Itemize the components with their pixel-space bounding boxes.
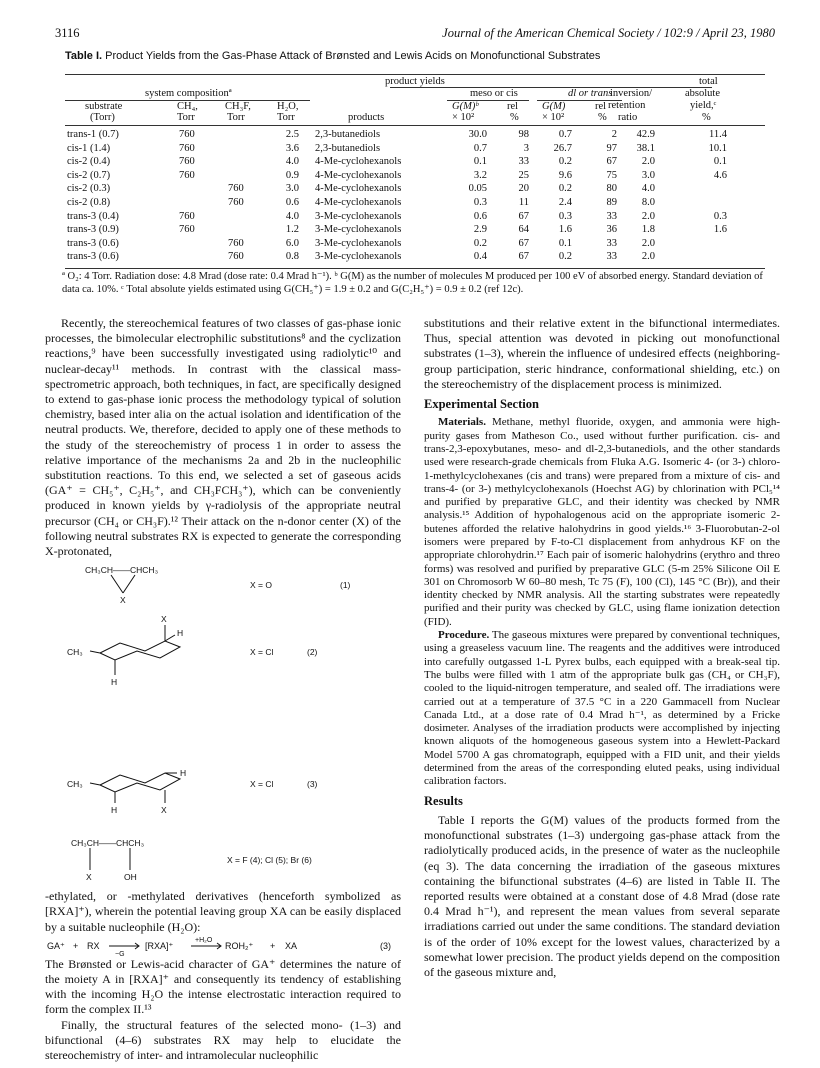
cell-ch4: 760 xyxy=(179,224,195,236)
intro-paragraph-5: substitutions and their relative extent in the bifunctional intermediates. Thus, special attention was devoted in picking out monofunctional substrates (1–3), wherein the influence of undesired effects (neighboring-group participation, steric hindrance, conformational shielding, etc.) on the stereochemistry of the displacement process is minimized. xyxy=(424,316,780,391)
cell-ch3f: 760 xyxy=(228,251,244,263)
cell-substrate: cis-2 (0.3) xyxy=(67,183,111,195)
cell-ratio: 2.0 xyxy=(641,237,655,249)
cell-ratio: 1.8 xyxy=(641,224,655,236)
table-title: Product Yields from the Gas-Phase Attack of Brønsted and Lewis Acids on Monofunctional Substrates xyxy=(102,50,601,62)
results-heading: Results xyxy=(424,793,463,808)
cell-substrate: trans-3 (0.9) xyxy=(67,224,119,236)
header-pct-meso: % xyxy=(510,112,519,123)
header-pct-dl: % xyxy=(598,112,607,123)
header-inversion-2: retention xyxy=(608,100,646,111)
cell-g1: 0.7 xyxy=(473,142,487,154)
cell-r1: 3 xyxy=(523,142,529,154)
cell-h2o: 4.0 xyxy=(285,156,299,168)
header-substrate-unit: (Torr) xyxy=(90,112,115,123)
cell-r2: 33 xyxy=(606,237,617,249)
right-column xyxy=(424,316,780,980)
s2-num: (2) xyxy=(307,647,318,658)
table-label: Table I. xyxy=(65,50,103,62)
cell-ratio: 2.0 xyxy=(641,210,655,222)
s1-x: X xyxy=(120,595,126,606)
cell-g1: 0.4 xyxy=(473,251,487,263)
header-ch3f-torr: Torr xyxy=(227,112,245,123)
cell-ch4: 760 xyxy=(179,142,195,154)
journal-citation: Journal of the American Chemical Society / 102:9 / April 23, 1980 xyxy=(442,26,775,40)
cell-total: 0.3 xyxy=(713,210,727,222)
cell-total: 10.1 xyxy=(708,142,727,154)
s2-cond: X = Cl xyxy=(250,647,274,658)
cell-g2: 0.2 xyxy=(558,183,572,195)
intro-paragraph-3: The Brønsted or Lewis-acid character of GA⁺ determines the nature of the moiety A in [RXA]⁺ and consequently its tendency of establishing with the incoming H₂O the intense electrostatic interaction required to form the complex II.¹³ xyxy=(45,956,401,1017)
s3-num: (3) xyxy=(307,779,318,790)
s4-oh: OH xyxy=(124,872,137,883)
cell-products: 3-Me-cyclohexanols xyxy=(315,251,402,263)
cell-r1: 67 xyxy=(518,210,529,222)
cell-g2: 0.3 xyxy=(558,210,572,222)
header-ch3f: CH₃F, xyxy=(225,101,251,112)
table-footnote: ª O₂: 4 Torr. Radiation dose: 4.8 Mrad (dose rate: 0.4 Mrad h⁻¹). ᵇ G(M) as the number of molecules M produced per 100 eV of absorbed energy. Standard deviation of data ca. 10%. ᶜ Total absolute yields estimated using G(CH₅⁺) = 1.9 ± 0.2 and G(C₂H₅⁺) = 0.9 ± 0.2 (ref 12c). xyxy=(62,271,763,295)
procedure-run-in: Procedure. xyxy=(438,629,490,642)
header-inversion-3: ratio xyxy=(618,112,638,123)
cell-ratio: 38.1 xyxy=(636,142,655,154)
header-h2o-torr: Torr xyxy=(277,112,295,123)
cell-h2o: 2.5 xyxy=(285,129,299,140)
eq-ga: GA⁺ xyxy=(47,940,65,951)
header-system-composition: system compositionª xyxy=(145,88,232,99)
cell-g1: 2.9 xyxy=(473,224,487,236)
cell-r2: 80 xyxy=(606,183,617,195)
header-g-dl: G(M) xyxy=(542,101,566,112)
cell-g2: 0.1 xyxy=(558,237,572,249)
cell-h2o: 0.6 xyxy=(285,197,299,208)
cell-substrate: cis-2 (0.7) xyxy=(67,169,111,181)
cell-g1: 0.05 xyxy=(468,183,487,195)
cell-ch3f: 760 xyxy=(228,237,244,249)
cell-ch4: 760 xyxy=(179,210,195,222)
cell-ratio: 4.0 xyxy=(641,183,655,195)
page-number: 3116 xyxy=(55,26,80,40)
header-product-yields: product yields xyxy=(385,76,445,87)
cell-h2o: 3.0 xyxy=(285,183,299,195)
header-rel-meso: rel xyxy=(507,101,519,112)
cell-h2o: 3.6 xyxy=(285,142,299,154)
cell-ratio: 3.0 xyxy=(641,169,655,181)
structure-drawings xyxy=(45,563,401,885)
header-products: products xyxy=(348,112,385,123)
cell-r2: 89 xyxy=(606,197,617,208)
cell-r2: 75 xyxy=(606,169,617,181)
header-times-meso: × 10² xyxy=(452,112,475,123)
intro-paragraph-1: Recently, the stereochemical features of two classes of gas-phase ionic processes, the bimolecular electrophilic substitutions⁸ and the cyclization reactions,⁹ have been successfully investigated using radiolytic¹⁰ and nuclear-decay¹¹ methods. In contrast with the classical mass-spectrometric approach, both techniques, in fact, are specifically designed to extend to gas-phase ionic process the methodology typical of solution chemistry, based inter alia on the actual isolation and identification of the neutral products. We, therefore, decided to apply one of these methods to the study of the stereochemistry of process 1 in order to assess the relative importance of the mechanisms 2a and 2b in the nucleophilic substitution reactions. To this end, we selected a set of gaseous acids (GA⁺ = CH₅⁺, C₂H₅⁺, and CH₃FCH₃⁺), which can be conveniently produced in known yields by γ-radiolysis of the appropriate neutral precursor (CH₄ or CH₃F).¹² Their attack on the n-donor center (X) of the following neutral substrates RX is expected to generate the corresponding X-protonated, xyxy=(45,316,401,559)
cell-g1: 0.2 xyxy=(473,237,487,249)
cell-total: 0.1 xyxy=(713,156,727,168)
procedure-paragraph xyxy=(424,629,780,789)
eq-rx: RX xyxy=(87,940,100,951)
cell-r1: 64 xyxy=(518,224,529,236)
cell-total: 1.6 xyxy=(713,224,727,236)
cell-ratio: 8.0 xyxy=(641,197,655,208)
s2-h: H xyxy=(177,628,184,639)
intro-paragraph-4: Finally, the structural features of the selected mono- (1–3) and bifunctional (4–6) substrates RX may help to elucidate the stereochemistry of inter- and intramolecular nucleophilic xyxy=(45,1017,401,1063)
substrate-structures xyxy=(45,563,401,885)
cell-ratio: 42.9 xyxy=(636,129,655,140)
cell-r1: 98 xyxy=(518,129,529,140)
cell-total: 4.6 xyxy=(713,169,727,181)
s3-x: X xyxy=(161,805,167,816)
cell-g1: 30.0 xyxy=(468,129,487,140)
cell-g2: 26.7 xyxy=(553,142,572,154)
table-1 xyxy=(65,74,765,270)
header-times-dl: × 10² xyxy=(542,112,565,123)
cell-r2: 67 xyxy=(606,156,617,168)
table-caption xyxy=(65,50,765,62)
cell-r1: 20 xyxy=(518,183,529,195)
materials-paragraph xyxy=(424,416,780,629)
cell-substrate: trans-3 (0.6) xyxy=(67,237,119,249)
cell-products: 2,3-butanediols xyxy=(315,142,381,154)
header-substrate: substrate xyxy=(85,101,123,112)
s4-x: X xyxy=(86,872,92,883)
experimental-heading: Experimental Section xyxy=(424,397,539,412)
header-meso-or-cis: meso or cis xyxy=(470,88,518,99)
cell-products: 3-Me-cyclohexanols xyxy=(315,224,402,236)
cell-h2o: 6.0 xyxy=(285,237,299,249)
cell-ch4: 760 xyxy=(179,156,195,168)
cell-substrate: trans-3 (0.6) xyxy=(67,251,119,263)
equation-3 xyxy=(45,935,401,957)
cell-substrate: trans-1 (0.7) xyxy=(67,129,119,140)
results-paragraph: Table I reports the G(M) values of the products formed from the monofunctional substrates (1–3) undergoing gas-phase attack from the radiolytically produced acids, in the presence of water as the nucleophile (eq 3). The data concerning the irradiation of the gaseous mixtures containing the bifunctional substrates (4–6) are listed in Table II. The reported results were obtained at a constant dose of 4.8 Mrad (dose rate 0.4 Mrad h⁻¹), and represent the mean values from several separate irradiations carried out under the same conditions. The standard deviation is of the order of 10% except for the lowest values, characterized by a somewhat lower precision. The product yields depend on the composition of the gaseous mixture and, xyxy=(424,812,780,979)
cell-g1: 0.3 xyxy=(473,197,487,208)
equation-3-drawing xyxy=(45,935,401,957)
s1-cond: X = O xyxy=(250,580,272,591)
cell-h2o: 0.8 xyxy=(285,251,299,263)
cell-ch4: 760 xyxy=(179,169,195,181)
cell-substrate: trans-3 (0.4) xyxy=(67,210,119,222)
left-column xyxy=(45,316,401,1063)
cell-g1: 0.6 xyxy=(473,210,487,222)
cell-ch4: 760 xyxy=(179,129,195,140)
eq-number: (3) xyxy=(380,940,391,951)
cell-products: 4-Me-cyclohexanols xyxy=(315,156,402,168)
s4-top: CH₃CH——CHCH₃ xyxy=(71,838,145,849)
table-top-rule xyxy=(65,74,765,75)
cell-r1: 11 xyxy=(518,197,529,208)
cell-g2: 1.6 xyxy=(558,224,572,236)
cell-r2: 33 xyxy=(606,210,617,222)
cell-products: 3-Me-cyclohexanols xyxy=(315,210,402,222)
cell-ch3f: 760 xyxy=(228,183,244,195)
cell-r2: 33 xyxy=(606,251,617,263)
header-total-4: % xyxy=(702,112,711,123)
eq-xa: XA xyxy=(285,940,298,951)
cell-g2: 2.4 xyxy=(558,197,572,208)
header-total-1: total xyxy=(699,76,718,87)
materials-run-in: Materials. xyxy=(438,416,486,429)
table-bottom-rule xyxy=(65,268,765,269)
header-rel-dl: rel xyxy=(595,101,607,112)
header-bottom-rule xyxy=(65,125,765,126)
cell-substrate: cis-1 (1.4) xyxy=(67,142,111,154)
header-dl-or-trans: dl or trans xyxy=(568,88,613,99)
header-ch4: CH₄, xyxy=(177,101,198,112)
eq-h2o: +H₂O xyxy=(195,936,213,944)
cell-products: 2,3-butanediols xyxy=(315,129,381,140)
eq-minus-g: −G xyxy=(115,950,125,957)
header-total-2: absolute xyxy=(685,88,720,99)
cell-products: 4-Me-cyclohexanols xyxy=(315,169,402,181)
s1-num: (1) xyxy=(340,580,351,591)
cell-g1: 0.1 xyxy=(473,156,487,168)
s3-ch3: CH₃ xyxy=(67,779,83,790)
materials-text: Methane, methyl fluoride, oxygen, and ammonia were high-purity gases from Matheson Co., used without further purification. cis- and trans-2,3-epoxybutanes, meso- and dl-2,3-butanediols, and the other standards used were research-grade chemicals from Fluka A.G. Isomeric 4- (or 3-) chloro-1-methylcyclohexanes (cis and trans) were prepared from a mixture of cis- and trans-4- (or 3-) methylcyclohexanols (Hoechst AG) by chlorination with PCl₅¹⁴ and purified by preparative GLC, and their identity was checked by NMR analysis.¹⁵ Addition of hypohalogenous acid on the appropriate isomeric 2-butenes afforded the relative halohydrins in good yields.¹⁶ 3-Fluorobutan-2-ol isomers were prepared by F-to-Cl displacement from anhydrous KF on the appropriate chlorohydrin.¹⁷ Each pair of isomeric halohydrins (erythro and threo forms) was resolved and purified by preparative GLC (5-m 25% Silicone Oil E 301 on Chromosorb W 60–80 mesh, Tc 75 (F), 100 (Cl), 145 °C (Br)), and their identity checked by NMR analysis. All the starting substrates were repeatedly purified and their purity was checked by GLC, using flame ionization detection (FID). xyxy=(424,416,780,628)
cell-g2: 0.7 xyxy=(558,129,572,140)
cell-r2: 2 xyxy=(611,129,617,140)
s2-h2: H xyxy=(111,677,118,688)
procedure-text: The gaseous mixtures were prepared by conventional techniques, using a greaseless vacuum line. The reagents and the additives were introduced into carefully outgassed 1-L Pyrex bulbs, each equipped with a break-seal tip. The bulbs were filled with 1 atm of the appropriate bulk gas (CH₄ or CH₃F), cooled to the liquid-nitrogen temperature, and sealed off. The irradiations were carried out at a temperature of 37.5 °C in a 220 Gammacell from Nuclear Canada Ltd., at a dose rate of 0.4 Mrad h⁻¹, as determined by a Fricke dosimeter. Analyses of the irradiation products were accomplished by injecting known aliquots of the homogeneous gaseous system into a Hewlett-Packard Model 5700 A gas chromatograph, equipped with a FID unit, and their yields determined from the areas of the corresponding eluted peaks, using individual calibration factors. xyxy=(424,629,780,788)
s3-h: H xyxy=(180,768,187,779)
s2-x: X xyxy=(161,614,167,625)
running-head xyxy=(55,26,775,42)
cell-substrate: cis-2 (0.4) xyxy=(67,156,111,168)
header-h2o: H₂O, xyxy=(277,101,299,112)
cell-r2: 36 xyxy=(606,224,617,236)
s4-cond: X = F (4); Cl (5); Br (6) xyxy=(227,855,312,866)
cell-g2: 9.6 xyxy=(558,169,572,181)
cell-r1: 67 xyxy=(518,251,529,263)
s3-cond: X = Cl xyxy=(250,779,274,790)
product-yields-rule xyxy=(390,87,712,88)
cell-r2: 97 xyxy=(606,142,617,154)
eq-plus-2: + xyxy=(270,940,276,951)
cell-substrate: cis-2 (0.8) xyxy=(67,197,111,208)
cell-g2: 0.2 xyxy=(558,251,572,263)
cell-r1: 67 xyxy=(518,237,529,249)
s1-top: CH₃CH——CHCH₃ xyxy=(85,565,159,576)
s2-ch3: CH₃ xyxy=(67,647,83,658)
eq-plus-1: + xyxy=(73,940,79,951)
eq-roh: ROH₂⁺ xyxy=(225,940,254,951)
cell-ch3f: 760 xyxy=(228,197,244,208)
cell-products: 4-Me-cyclohexanols xyxy=(315,183,402,195)
header-total-3: yield,ᶜ xyxy=(690,100,717,111)
cell-h2o: 0.9 xyxy=(285,169,299,181)
cell-g1: 3.2 xyxy=(473,169,487,181)
cell-h2o: 1.2 xyxy=(285,224,299,236)
header-g-meso: G(M)ᵇ xyxy=(452,101,479,112)
cell-products: 4-Me-cyclohexanols xyxy=(315,197,402,208)
cell-total: 11.4 xyxy=(709,129,727,140)
cell-ratio: 2.0 xyxy=(641,156,655,168)
intro-paragraph-2: -ethylated, or -methylated derivatives (henceforth symbolized as [RXA]⁺), wherein the potential leaving group XA can be easily displaced by a suitable nucleophile (H₂O): xyxy=(45,889,401,934)
cell-h2o: 4.0 xyxy=(285,210,299,222)
cell-g2: 0.2 xyxy=(558,156,572,168)
s3-h2: H xyxy=(111,805,118,816)
cell-products: 3-Me-cyclohexanols xyxy=(315,237,402,249)
cell-r1: 25 xyxy=(518,169,529,181)
cell-ratio: 2.0 xyxy=(641,251,655,263)
eq-rxa: [RXA]⁺ xyxy=(145,940,174,951)
header-inversion-1: inversion/ xyxy=(610,88,652,99)
header-ch4-torr: Torr xyxy=(177,112,195,123)
cell-r1: 33 xyxy=(518,156,529,168)
